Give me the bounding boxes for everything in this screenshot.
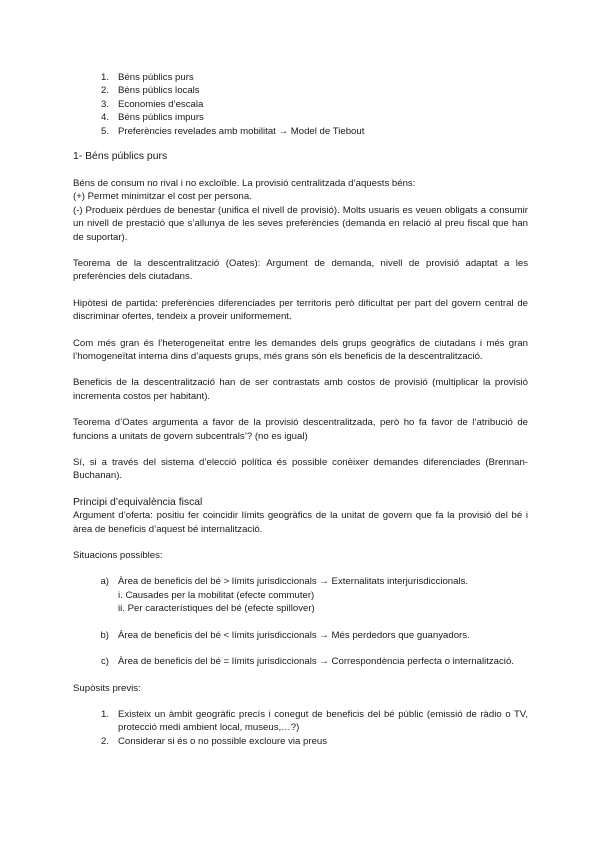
intro-text: Béns de consum no rival i no excloïble. La provisió centralitzada d’aquests béns: (73, 177, 416, 189)
suposits-title: Supòsits previs: (73, 682, 141, 694)
list-item: 5. Preferències revelades amb mobilitat → Model de Tiebout (100, 125, 365, 137)
list-item: c) Àrea de beneficis del bé = límits jurisdiccionals → Correspondència perfecta o internalització. (101, 656, 514, 668)
list-item: 2. Considerar si és o no possible excloure via preus (100, 735, 328, 747)
sub-item: ii. Per característiques del bé (efecte spillover) (118, 603, 315, 615)
list-item: 3. Economies d’escala (100, 98, 204, 110)
list-item: b) Àrea de beneficis del bé < límits jurisdiccionals → Més perdedors que guanyadors. (100, 629, 470, 641)
list-item: 1. Béns públics purs (100, 72, 194, 83)
teorema-paragraph: Teorema d’Oates argumenta a favor de la provisió descentralitzada, però ho fa favor de l’atribució de funcions a unitats de govern subcentrals’? (no es igual) (73, 417, 528, 442)
pro-text: (+) Permet minimitzar el cost per persona. (73, 191, 252, 203)
sub-item: i. Causades per la mobilitat (efecte commuter) (118, 589, 315, 601)
situacions-title: Situacions possibles: (73, 550, 163, 562)
topic-list (73, 71, 528, 138)
principi-title: Principi d’equivalència fiscal (73, 496, 203, 508)
con-text: (-) Produeix pèrdues de benestar (unifica el nivell de provisió). Molts usuaris es veuen obligats a consumir un nivell de prestació que s’allunya de les seves preferències (demanda en relació al preu fiscal que han de suportar). (73, 204, 528, 243)
list-item: 2. Béns públics locals (100, 85, 200, 97)
list-item: a) Àrea de beneficis del bé > límits jurisdiccionals → Externalitats interjurisdiccionals. i. Causades per la mobilitat (efecte commuter) ii. Per característiques del bé (efecte spillover) (73, 575, 528, 615)
si-paragraph: Sí, si a través del sistema d’elecció política és possible conèixer demandes diferenciades (Brennan-Buchanan). (73, 457, 528, 482)
oates-paragraph: Teorema de la descentralització (Oates): Argument de demanda, nivell de provisió adaptat a les preferències dels ciutadans. (73, 257, 528, 283)
suposits-list (73, 708, 528, 748)
hipotesi-paragraph: Hipòtesi de partida: preferències diferenciades per territoris però dificultat per part del govern central de discriminar ofertes, tendeix a proveir uniformement. (73, 297, 528, 323)
heterogeneitat-paragraph: Com més gran és l’heterogeneïtat entre les demandes dels grups geogràfics de ciutadans i més gran l’homogeneïtat interna dins d’aquests grups, més grans són els beneficis de la descentralització. (73, 337, 528, 363)
list-item: 1. Existeix un àmbit geogràfic precís i conegut de beneficis del bé públic (emissió de ràdio o TV, protecció medi ambient local, museus,…?) (100, 708, 528, 734)
document-page (73, 71, 528, 748)
principi-text: Argument d’oferta: positiu fer coincidir límits geogràfics de la unitat de govern que fa la provisió del bé i àrea de beneficis d’aquest bé internalització. (73, 510, 528, 535)
costos-paragraph: Beneficis de la descentralització han de ser contrastats amb costos de provisió (multiplicar la provisió incrementa costos per habitant). (73, 377, 528, 402)
section-title: 1- Béns públics purs (73, 150, 168, 162)
situacions-list (73, 575, 528, 668)
list-item: 4. Béns públics impurs (100, 112, 204, 124)
